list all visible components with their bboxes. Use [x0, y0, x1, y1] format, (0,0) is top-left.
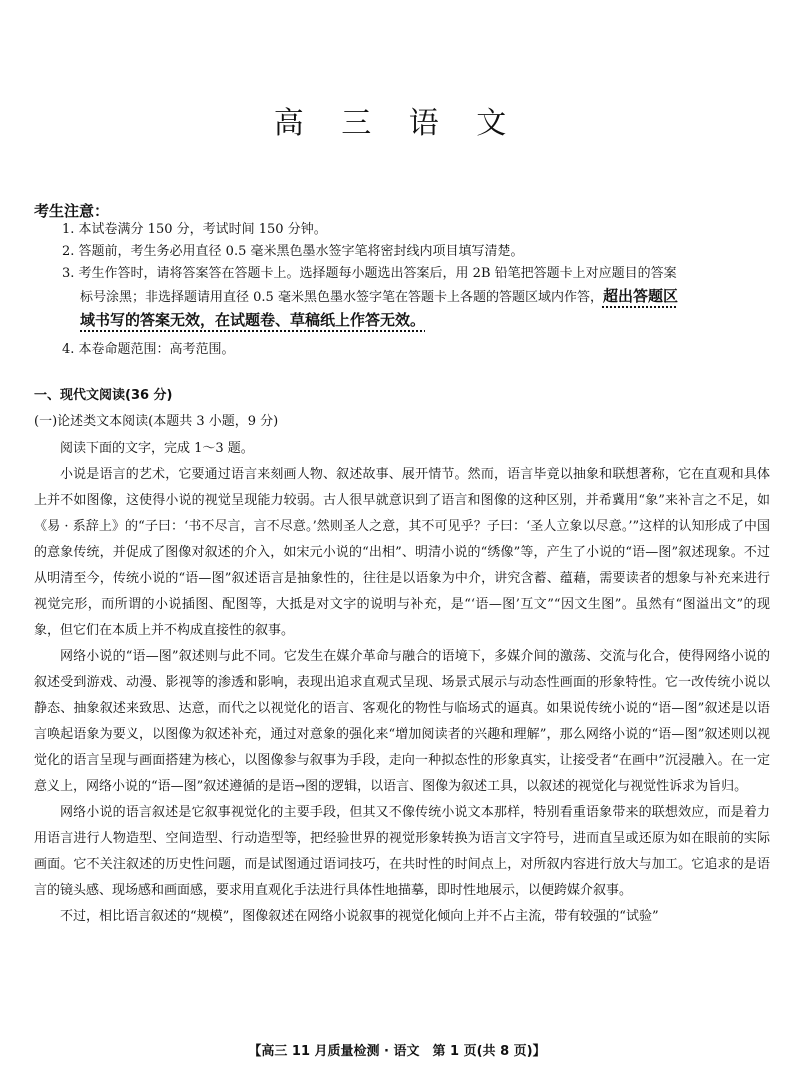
note-3-cont [62, 285, 772, 309]
reading-passage [34, 436, 770, 930]
paragraph-2: 网络小说的“语—图”叙述则与此不同。它发生在媒介革命与融合的语境下，多媒介间的激荡、交流与化合，使得网络小说的叙述受到游戏、动漫、影视等的渗透和影响，表现出追求直观式呈现、场景式展示与动态性画面的形象特性。它一改传统小说以静态、抽象叙述来致思、达意，而代之以视觉化的语言、客观化的物性与临场式的逼真。如果说传统小说的“语—图”叙述是以语言唤起语象为要义，以图像为叙述补充，通过对意象的强化来“增加阅读者的兴趣和理解”，那么网络小说的“语—图”叙述则以视觉化的语言呈现与画面搭建为核心，以图像参与叙事为手段，走向一种拟态性的形象真实，让接受者“在画中”沉浸融入。在一定意义上，网络小说的“语—图”叙述遵循的是语→图的逻辑，以语言、图像为叙述工具，以叙述的视觉化与视觉性诉求为旨归。 [34, 649, 770, 794]
section-heading: 一、现代文阅读(36 分) [34, 388, 173, 403]
instruction: 阅读下面的文字，完成 1～3 题。 [60, 441, 254, 456]
page-footer: 【高三 11 月质量检测 · 语文 第 1 页(共 8 页)】 [248, 1044, 546, 1059]
note-3-emphasis-a: 超出答题区 [602, 287, 678, 305]
note-3: 3. 考生作答时，请将答案答在答题卡上。选择题每小题选出答案后，用 2B 铅笔把答题卡上对应题目的答案 [62, 266, 677, 281]
notice-heading: 考生注意： [34, 202, 110, 220]
page-title: 高 三 语 文 [273, 106, 521, 141]
paragraph-4: 不过，相比语言叙述的“规模”，图像叙述在网络小说叙事的视觉化倾向上并不占主流，带有较强的“试验” [60, 909, 659, 924]
note-3-emphasis-line [62, 309, 772, 333]
subsection-heading: (一)论述类文本阅读(本题共 3 小题，9 分) [34, 414, 279, 429]
note-3-emphasis-b: 域书写的答案无效，在试题卷、草稿纸上作答无效。 [80, 311, 426, 329]
paragraph-3: 网络小说的语言叙述是它叙事视觉化的主要手段，但其又不像传统小说文本那样，特别看重语象带来的联想效应，而是着力用语言进行人物造型、空间造型、行动造型等，把经验世界的视觉形象转换为语言文字符号，进而直呈或还原为如在眼前的实际画面。它不关注叙述的历史性问题，而是试图通过语词技巧，在共时性的时间点上，对所叙内容进行放大与加工。它追求的是语言的镜头感、现场感和画面感，要求用直观化手法进行具体性地描摹，即时性地展示，以便跨媒介叙事。 [34, 805, 770, 898]
note-3-cont-text: 标号涂黑；非选择题请用直径 0.5 毫米黑色墨水签字笔在答题卡上各题的答题区域内作答， [80, 290, 603, 305]
note-4: 4. 本卷命题范围：高考范围。 [62, 342, 235, 357]
note-1: 1. 本试卷满分 150 分，考试时间 150 分钟。 [62, 222, 327, 237]
notice-list [62, 219, 772, 361]
paragraph-1: 小说是语言的艺术，它要通过语言来刻画人物、叙述故事、展开情节。然而，语言毕竟以抽象和联想著称，它在直观和具体上并不如图像，这使得小说的视觉呈现能力较弱。古人很早就意识到了语言和图像的这种区别，并希冀用“象”来补言之不足，如《易 · 系辞上》的“子曰：‘书不尽言，言不尽意。’然则圣人之意，其不可见乎？子曰：‘圣人立象以尽意。’”这样的认知形成了中国的意象传统，并促成了图像对叙述的介入，如宋元小说的“出相”、明清小说的“绣像”等，产生了小说的“语—图”叙述现象。不过从明清至今，传统小说的“语—图”叙述语言是抽象性的，往往是以语象为中介，讲究含蓄、蕴藉，需要读者的想象与补充来进行视觉完形，而所谓的小说插图、配图等，大抵是对文字的说明与补充，是“‘语—图’互文”“因文生图”。虽然有“图溢出文”的现象，但它们在本质上并不构成直接性的叙事。 [34, 467, 770, 638]
note-2: 2. 答题前，考生务必用直径 0.5 毫米黑色墨水签字笔将密封线内项目填写清楚。 [62, 244, 524, 259]
